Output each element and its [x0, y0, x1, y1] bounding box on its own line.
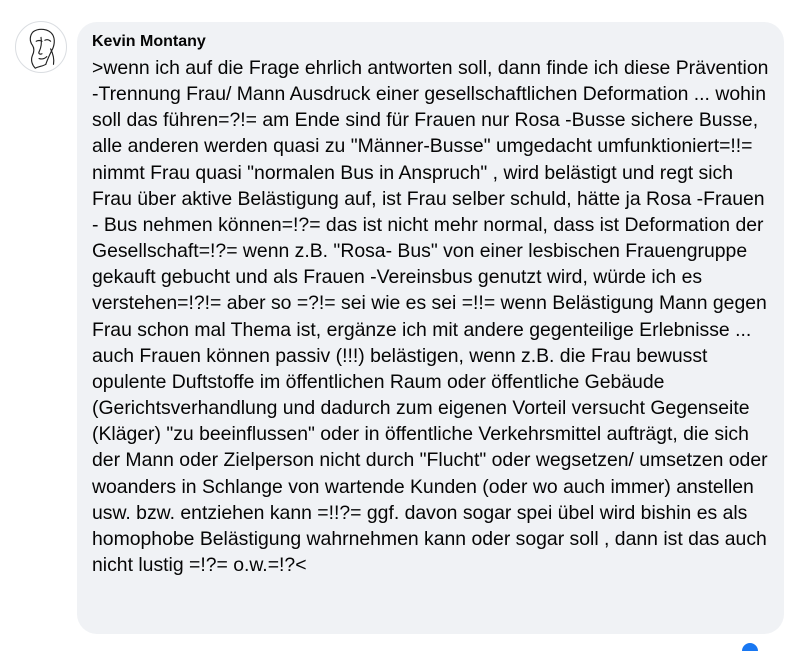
comment-author[interactable]: Kevin Montany: [92, 33, 206, 50]
like-icon: [740, 641, 760, 651]
comment-bubble: [77, 22, 784, 634]
comment-text: >wenn ich auf die Frage ehrlich antworten soll, dann finde ich diese Prävention -Trennung Frau/ Mann Ausdruck einer gesellschaftlichen Deformation ... wohin soll das führen=?!= am Ende sind für Frauen nur Rosa -Busse sichere Busse, alle anderen werden quasi zu "Männer-Busse" umgedacht umfunktioniert=!!= nimmt Frau quasi "normalen Bus in Anspruch" , wird belästigt und regt sich Frau über aktive Belästigung auf, ist Frau selber schuld, hätte ja Rosa -Frauen - Bus nehmen können=!?= das ist nicht mehr normal, dass ist Deformation der Gesellschaft=!?= wenn z.B. "Rosa- Bus" von einer lesbischen Frauengruppe gekauft gebucht und als Frauen -Vereinsbus genutzt wird, würde ich es verstehen=!?!= aber so =?!= sei wie es sei =!!= wenn Belästigung Mann gegen Frau schon mal Thema ist, ergänze ich mit andere gegenteilige Erlebnisse ... auch Frauen können passiv (!!!) belästigen, wenn z.B. die Frau bewusst opulente Duftstoffe im öffentlichen Raum oder öffentliche Gebäude (Gerichtsverhandlung und dadurch zum eigenen Vorteil versucht Gegenseite (Kläger) "zu beeinflussen" oder in öffentliche Verkehrsmittel aufträgt, die sich der Mann oder Zielperson nicht durch "Flucht" oder wegsetzen/ umsetzen oder woanders in Schlange von wartende Kunden (oder wo auch immer) anstellen usw. bzw. entziehen kann =!!?= ggf. davon sogar spei übel wird bishin es als homophobe Belästigung wahrnehmen kann oder sogar soll , dann ist das auch nicht lustig =!?= o.w.=!?<: [92, 57, 769, 576]
avatar[interactable]: [15, 21, 67, 73]
reaction-summary[interactable]: [740, 641, 760, 651]
sketch-face-avatar-icon: [16, 22, 66, 72]
